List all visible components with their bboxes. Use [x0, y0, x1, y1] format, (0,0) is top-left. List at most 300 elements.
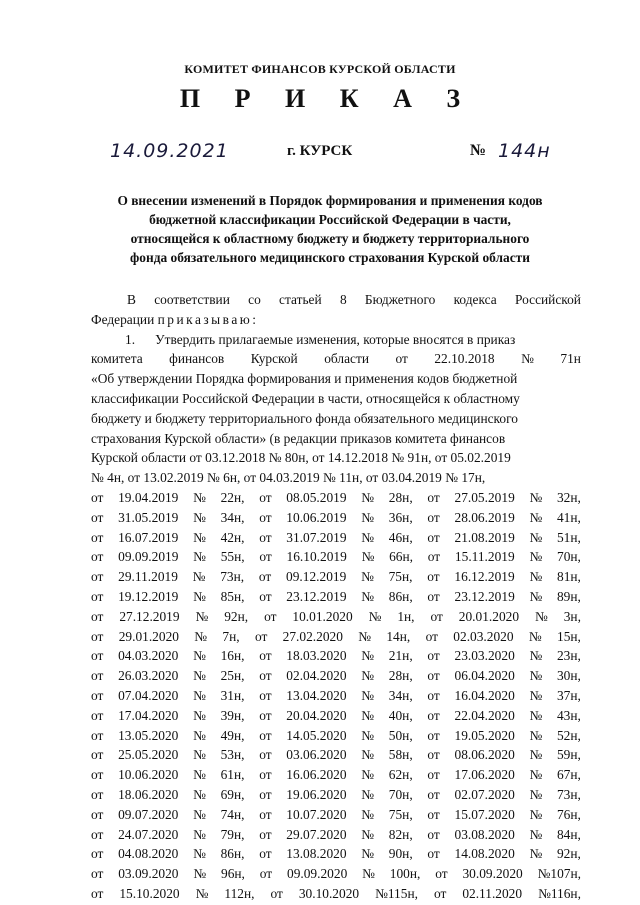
word: 92н,: [224, 608, 249, 624]
word: 22.04.2020: [454, 707, 515, 723]
word: 19.12.2019: [118, 588, 179, 604]
word: 02.03.2020: [453, 628, 514, 644]
word: 70н,: [388, 786, 413, 802]
word: 1н,: [397, 608, 415, 624]
word: №: [361, 707, 375, 723]
word: 13.08.2020: [286, 846, 347, 862]
body-line: бюджету и бюджету территориального фонда обязательного медицинского: [91, 410, 518, 426]
word: от: [427, 727, 440, 743]
word: от: [427, 588, 440, 604]
word: 30.10.2020: [298, 885, 360, 901]
word: от: [91, 885, 104, 901]
amendment-line: [91, 805, 581, 825]
word: 84н,: [556, 826, 581, 842]
word: 29.01.2020: [118, 628, 179, 644]
word: 62н,: [388, 767, 413, 783]
word: 20.04.2020: [286, 707, 347, 723]
word: 73н,: [220, 569, 245, 585]
word: 08.06.2020: [454, 747, 515, 763]
word: от: [91, 866, 104, 882]
word: №: [529, 826, 543, 842]
word: 14н,: [386, 628, 411, 644]
word: №: [361, 588, 375, 604]
word: 42н,: [220, 529, 245, 545]
word: со: [248, 292, 261, 307]
word: №: [529, 846, 543, 862]
word: 02.11.2020: [462, 885, 523, 901]
word: 55н,: [220, 549, 245, 565]
amendment-line: [91, 488, 581, 508]
word: от: [259, 509, 272, 525]
word: от: [91, 668, 104, 684]
word: №: [193, 529, 206, 545]
title-line: относящейся к областному бюджету и бюджету территориального: [130, 231, 530, 246]
word: 49н,: [220, 727, 245, 743]
word: 75н,: [388, 806, 413, 822]
word: 53н,: [220, 747, 245, 763]
order-number-sign: №: [470, 142, 487, 159]
word: 16н,: [220, 648, 245, 664]
item-number: 1.: [125, 331, 136, 347]
amendment-line: [91, 745, 581, 765]
word: от: [259, 489, 272, 505]
word: от: [91, 628, 104, 644]
word: №: [193, 509, 206, 525]
word: №: [529, 489, 543, 505]
word: №: [534, 608, 548, 624]
word: 90н,: [388, 846, 413, 862]
amendment-line: [91, 726, 581, 746]
word: 3н,: [563, 608, 581, 624]
word: 30н,: [556, 668, 581, 684]
word: №: [193, 648, 206, 664]
word: №: [529, 588, 543, 604]
amendment-line: [91, 864, 581, 884]
word: 18.03.2020: [286, 648, 347, 664]
word: 74н,: [220, 806, 245, 822]
body-line: Курской области от 03.12.2018 № 80н, от 14.12.2018 № 91н, от 05.02.2019: [91, 450, 511, 466]
word: 15.07.2020: [454, 806, 515, 822]
word: 17.06.2020: [454, 767, 515, 783]
word: от: [427, 668, 440, 684]
word: 37н,: [556, 687, 581, 703]
word: 23.03.2020: [454, 648, 515, 664]
word: 09.09.2020: [287, 866, 348, 882]
word: от: [91, 687, 104, 703]
word: от: [427, 648, 440, 664]
amendment-line: [91, 646, 581, 666]
word: 8: [339, 292, 347, 307]
word: от: [427, 846, 440, 862]
word: №: [361, 806, 375, 822]
word: 30.09.2020: [462, 866, 523, 882]
word: 85н,: [220, 588, 245, 604]
word: 15.10.2020: [119, 885, 180, 901]
word: 31.05.2019: [118, 509, 179, 525]
word: №: [529, 549, 543, 565]
word: 34н,: [388, 687, 413, 703]
word: 02.07.2020: [454, 786, 515, 802]
word: 29.11.2019: [118, 569, 178, 585]
word: №: [192, 569, 206, 585]
word: от: [91, 747, 104, 763]
word: от: [258, 569, 272, 585]
word: №: [521, 351, 534, 367]
word: 58н,: [388, 747, 413, 763]
word: от: [427, 806, 440, 822]
word: №: [194, 628, 208, 644]
word: 52н,: [556, 727, 581, 743]
word: №: [193, 806, 206, 822]
word: 14.05.2020: [286, 727, 347, 743]
word: комитета: [91, 351, 143, 367]
word: от: [91, 569, 104, 585]
word: №: [529, 786, 543, 802]
word: 28.06.2019: [454, 509, 515, 525]
word: 76н,: [556, 806, 581, 822]
word: №: [195, 885, 209, 901]
word: №: [361, 826, 375, 842]
word: 50н,: [388, 727, 413, 743]
word: №: [361, 549, 375, 565]
body-line: [91, 310, 581, 330]
word: 67н,: [556, 767, 581, 783]
word: от: [264, 608, 277, 624]
word: от: [425, 628, 438, 644]
word: №: [193, 767, 206, 783]
word: 59н,: [556, 747, 581, 763]
word: от: [91, 489, 104, 505]
word: 36н,: [388, 509, 413, 525]
word: 08.05.2019: [286, 489, 347, 505]
word: 75н,: [388, 569, 413, 585]
word: 10.01.2020: [292, 608, 353, 624]
word: 73н,: [556, 786, 581, 802]
word: 89н,: [556, 588, 581, 604]
word: №115н,: [375, 885, 418, 901]
word: №: [193, 668, 206, 684]
word: 31.07.2019: [286, 529, 347, 545]
word: от: [427, 826, 440, 842]
word: №: [529, 668, 543, 684]
word: от: [259, 767, 272, 783]
word: от: [254, 628, 268, 644]
word: №: [358, 628, 372, 644]
word: от: [427, 529, 440, 545]
word: 15н,: [557, 628, 581, 644]
word: 28н,: [388, 668, 413, 684]
word: №: [361, 569, 374, 585]
word: №: [193, 687, 206, 703]
word: 19.04.2019: [118, 489, 179, 505]
word: 13.05.2020: [118, 727, 179, 743]
word: от: [430, 608, 443, 624]
order-date: 14.09.2021: [110, 140, 229, 162]
word: 03.09.2020: [118, 866, 179, 882]
amendment-line: [91, 627, 581, 647]
word: 16.10.2019: [286, 549, 347, 565]
word: финансов: [169, 351, 225, 367]
amendment-line: [91, 508, 581, 528]
word: №: [193, 786, 206, 802]
word: от: [259, 707, 272, 723]
word: от: [259, 806, 272, 822]
word: 28н,: [388, 489, 413, 505]
word: №: [361, 509, 375, 525]
word: от: [427, 489, 440, 505]
word: №: [529, 529, 543, 545]
word: 22.10.2018: [434, 351, 495, 367]
word: от: [91, 806, 104, 822]
word: статьей: [279, 292, 322, 307]
word: №: [529, 687, 543, 703]
word: №: [529, 806, 543, 822]
word: от: [259, 846, 272, 862]
word: 100н,: [389, 866, 421, 882]
word: от: [259, 687, 272, 703]
word: от: [259, 727, 272, 743]
word: №: [529, 727, 543, 743]
word: от: [259, 826, 272, 842]
amendment-line: [91, 547, 581, 567]
word: 24.07.2020: [118, 826, 179, 842]
word: №: [193, 846, 206, 862]
word: 22н,: [220, 489, 245, 505]
word: от: [91, 549, 104, 565]
word: от: [91, 529, 104, 545]
word: 09.12.2019: [286, 569, 347, 585]
word: 27.05.2019: [454, 489, 515, 505]
word: от: [435, 866, 448, 882]
word: 27.12.2019: [119, 608, 180, 624]
word: области: [324, 351, 369, 367]
amendment-line: [91, 686, 581, 706]
word: от: [427, 549, 441, 565]
word: 70н,: [557, 549, 581, 565]
word: №: [193, 747, 206, 763]
amendment-line: [91, 825, 581, 845]
word: от: [259, 549, 272, 565]
order-number: 144н: [498, 140, 551, 162]
word: №: [361, 489, 375, 505]
title-line: О внесении изменений в Порядок формирования и применения кодов: [117, 193, 543, 208]
word: 03.06.2020: [286, 747, 347, 763]
word: от: [427, 569, 440, 585]
word: 06.04.2020: [454, 668, 515, 684]
word: 29.07.2020: [286, 826, 347, 842]
word: соответствии: [154, 292, 230, 307]
word: от: [91, 648, 104, 664]
word: от: [91, 767, 104, 783]
word: 18.06.2020: [118, 786, 179, 802]
word: от: [427, 687, 440, 703]
word: №: [529, 569, 543, 585]
word: 23.12.2019: [286, 588, 347, 604]
word: 43н,: [556, 707, 581, 723]
body-line: классификации Российской Федерации в части, относящейся к областному: [91, 390, 520, 406]
document-body: [91, 290, 581, 904]
title-line: бюджетной классификации Российской Федерации в части,: [149, 212, 511, 227]
amendment-list: [91, 488, 581, 904]
word: от: [91, 826, 104, 842]
word: 51н,: [556, 529, 581, 545]
word: 17.04.2020: [118, 707, 179, 723]
word: №: [529, 767, 543, 783]
word: 71н: [560, 351, 581, 367]
body-line: [91, 330, 581, 350]
word: №: [361, 747, 375, 763]
body-line: «Об утверждении Порядка формирования и применения кодов бюджетной: [91, 371, 518, 387]
amendment-line: [91, 567, 581, 587]
word: 81н,: [557, 569, 581, 585]
word: №: [195, 608, 209, 624]
word: 23н,: [556, 648, 581, 664]
word: 7н,: [222, 628, 240, 644]
order-verb: приказываю:: [157, 311, 259, 327]
word: №: [361, 846, 375, 862]
word: от: [259, 747, 272, 763]
word: 16.12.2019: [454, 569, 515, 585]
word: кодекса: [453, 292, 497, 307]
word: Курской: [250, 351, 298, 367]
word: 92н,: [556, 846, 581, 862]
word: 02.04.2020: [286, 668, 347, 684]
word: 16.06.2020: [286, 767, 347, 783]
word: от: [427, 509, 440, 525]
word: №: [361, 668, 375, 684]
word: №: [361, 727, 375, 743]
word: 03.08.2020: [454, 826, 515, 842]
body-line: [91, 349, 581, 369]
word: от: [259, 648, 272, 664]
committee-name: КОМИТЕТ ФИНАНСОВ КУРСКОЙ ОБЛАСТИ: [184, 62, 456, 76]
word: 86н,: [388, 588, 413, 604]
word: от: [427, 767, 440, 783]
word: №116н,: [538, 885, 581, 901]
word: №: [193, 549, 206, 565]
word: 16.07.2019: [118, 529, 179, 545]
word: №: [193, 489, 206, 505]
amendment-line: [91, 765, 581, 785]
word: 19.06.2020: [286, 786, 347, 802]
amendment-line: [91, 607, 581, 627]
word: от: [91, 786, 104, 802]
word: Российской: [514, 292, 581, 307]
word: №: [368, 608, 382, 624]
word: 27.02.2020: [282, 628, 343, 644]
word: 46н,: [388, 529, 413, 545]
word: 25.05.2020: [118, 747, 179, 763]
word: от: [91, 727, 104, 743]
word: 69н,: [220, 786, 245, 802]
word: 61н,: [220, 767, 245, 783]
word: 20.01.2020: [458, 608, 520, 624]
word: 112н,: [224, 885, 255, 901]
word: №: [193, 727, 206, 743]
word: 09.09.2019: [118, 549, 179, 565]
word: от: [259, 668, 272, 684]
word: 15.11.2019: [454, 549, 515, 565]
word: 40н,: [388, 707, 413, 723]
word: В: [127, 292, 136, 307]
word: 31н,: [220, 687, 245, 703]
word: №: [193, 826, 206, 842]
word: от: [259, 529, 272, 545]
word: 09.07.2020: [118, 806, 179, 822]
word: Бюджетного: [364, 292, 436, 307]
amendment-line: [91, 528, 581, 548]
order-meta-row: [0, 140, 640, 164]
word: 25н,: [220, 668, 245, 684]
word: 10.06.2019: [286, 509, 347, 525]
word: 16.04.2020: [454, 687, 515, 703]
body-line: страхования Курской области» (в редакции приказов комитета финансов: [91, 430, 506, 446]
word: от: [91, 588, 104, 604]
word: 32н,: [556, 489, 581, 505]
word: 34н,: [220, 509, 245, 525]
word: 41н,: [556, 509, 581, 525]
word: от: [395, 351, 408, 367]
word: от: [91, 707, 104, 723]
word: от: [433, 885, 447, 901]
word: 26.03.2020: [118, 668, 179, 684]
document-title: [80, 191, 580, 267]
word: 96н,: [221, 866, 245, 882]
amendment-line: [91, 785, 581, 805]
word: от: [427, 747, 440, 763]
word: №: [529, 648, 543, 664]
word: от: [259, 588, 272, 604]
order-city: г. КУРСК: [287, 143, 353, 159]
order-title: П Р И К А З: [179, 84, 475, 113]
word: 82н,: [388, 826, 413, 842]
word: №: [362, 866, 375, 882]
word: 14.08.2020: [454, 846, 515, 862]
word: от: [91, 509, 104, 525]
word: №: [361, 687, 375, 703]
word: №: [528, 628, 542, 644]
word: 04.08.2020: [118, 846, 179, 862]
body-line: № 4н, от 13.02.2019 № 6н, от 04.03.2019 № 11н, от 03.04.2019 № 17н,: [91, 470, 486, 486]
word: 13.04.2020: [286, 687, 347, 703]
word: от: [427, 707, 440, 723]
word: №: [529, 707, 543, 723]
word: от: [259, 786, 272, 802]
word: №107н,: [537, 866, 581, 882]
word: 04.03.2020: [118, 648, 179, 664]
word: от: [91, 846, 104, 862]
word: 10.06.2020: [118, 767, 179, 783]
word: 66н,: [389, 549, 414, 565]
item-text: Утвердить прилагаемые изменения, которые вносятся в приказ: [155, 331, 516, 347]
word: №: [361, 529, 375, 545]
word: 21н,: [388, 648, 413, 664]
word: 10.07.2020: [286, 806, 347, 822]
word: Федерации: [91, 311, 155, 327]
word: №: [361, 767, 375, 783]
word: 79н,: [220, 826, 245, 842]
word: №: [193, 866, 207, 882]
amendment-line: [91, 844, 581, 864]
word: №: [193, 588, 206, 604]
title-line: фонда обязательного медицинского страхования Курской области: [130, 250, 530, 265]
amendment-line: [91, 666, 581, 686]
word: от: [270, 885, 283, 901]
word: 23.12.2019: [454, 588, 515, 604]
word: 86н,: [220, 846, 245, 862]
word: №: [361, 648, 375, 664]
word: 21.08.2019: [454, 529, 515, 545]
